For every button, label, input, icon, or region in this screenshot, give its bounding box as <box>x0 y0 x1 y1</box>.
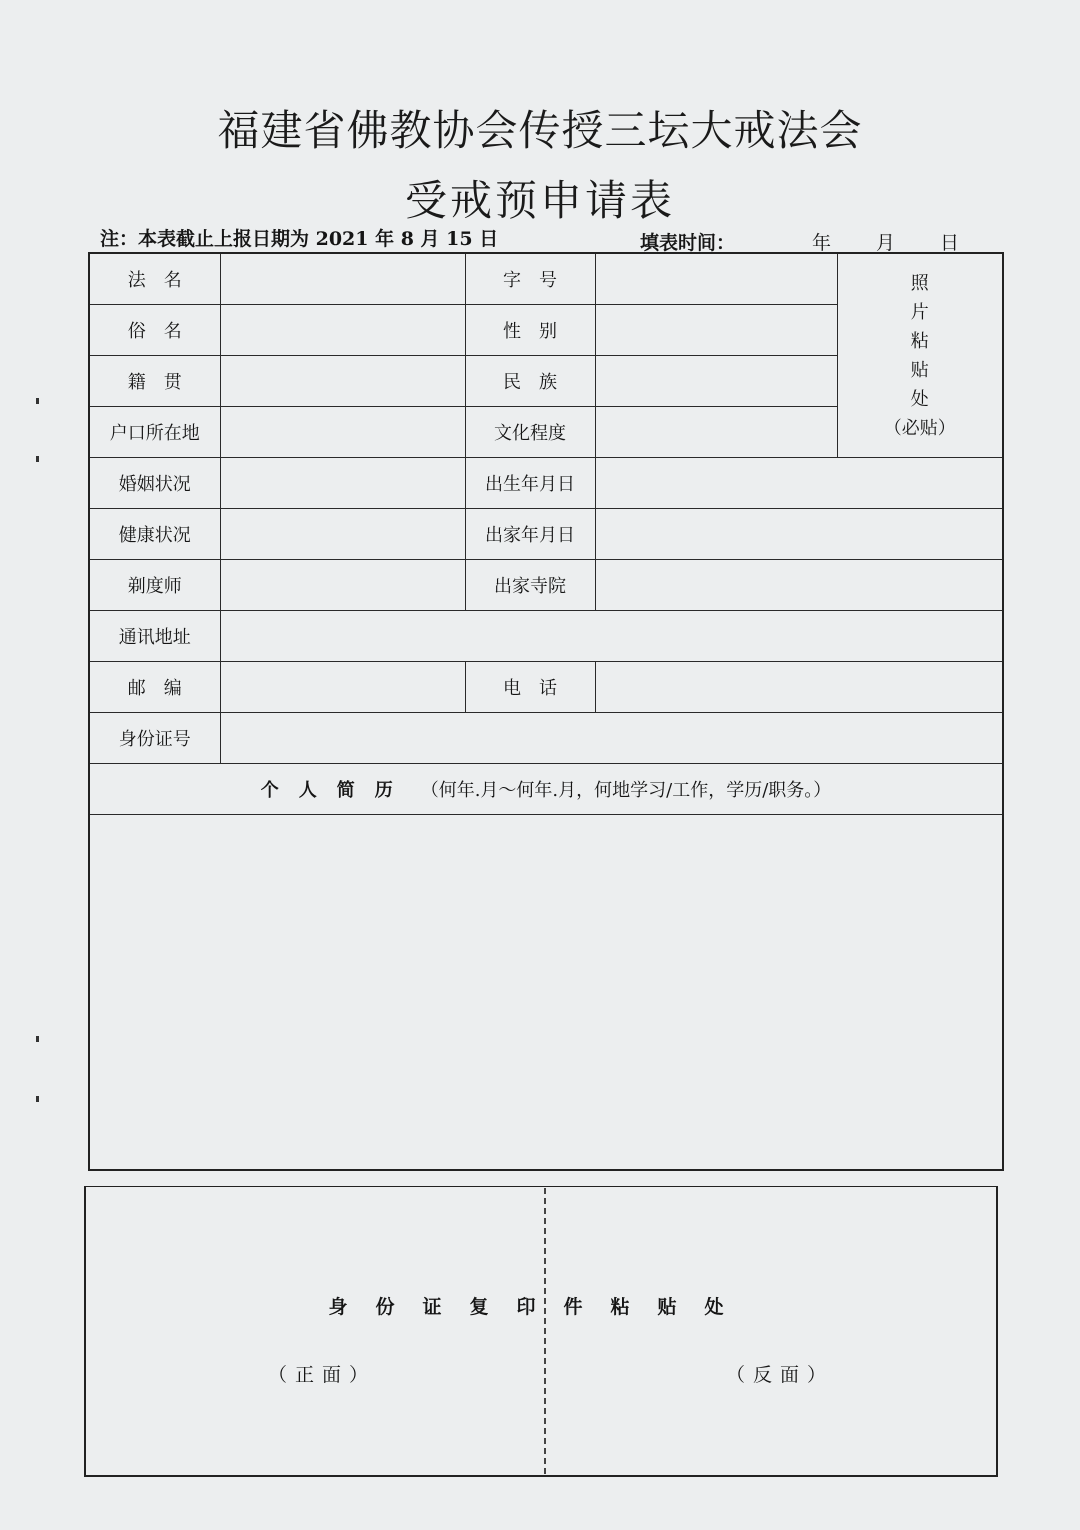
health-status-field[interactable] <box>220 509 465 560</box>
household-label: 户口所在地 <box>89 407 220 458</box>
id-number-field[interactable] <box>220 713 1003 764</box>
education-field[interactable] <box>595 407 837 458</box>
binding-hole-mark <box>36 1096 39 1102</box>
resume-field[interactable] <box>89 815 1003 1171</box>
phone-field[interactable] <box>595 662 1003 713</box>
lay-name-label: 俗 名 <box>89 305 220 356</box>
fill-day-label: 日 <box>940 232 960 254</box>
photo-char-3: 粘 <box>910 330 929 352</box>
health-status-label: 健康状况 <box>89 509 220 560</box>
marital-status-field[interactable] <box>220 458 465 509</box>
id-copy-paste-area[interactable] <box>84 1186 998 1477</box>
mailing-address-label: 通讯地址 <box>89 611 220 662</box>
binding-hole-mark <box>36 456 39 462</box>
resume-hint: （何年.月～何年.月，何地学习/工作，学历/职务。） <box>420 780 832 801</box>
native-place-label: 籍 贯 <box>89 356 220 407</box>
lay-name-field[interactable] <box>220 305 465 356</box>
birth-date-field[interactable] <box>595 458 1003 509</box>
ethnicity-field[interactable] <box>595 356 837 407</box>
gender-label: 性 别 <box>465 305 595 356</box>
id-back-label: （反面） <box>726 1364 835 1386</box>
tonsure-master-field[interactable] <box>220 560 465 611</box>
photo-required-note: （必贴） <box>883 417 956 439</box>
phone-label: 电 话 <box>465 662 595 713</box>
resume-header <box>89 764 1003 815</box>
ordination-date-field[interactable] <box>595 509 1003 560</box>
binding-hole-mark <box>36 1036 39 1042</box>
fill-year-label: 年 <box>812 232 832 254</box>
postal-code-label: 邮 编 <box>89 662 220 713</box>
id-copy-label: 身份证复印件粘贴处 <box>328 1296 752 1318</box>
home-temple-field[interactable] <box>595 560 1003 611</box>
fill-time-label: 填表时间： <box>640 232 736 254</box>
education-label: 文化程度 <box>465 407 595 458</box>
dharma-name-label: 法 名 <box>89 253 220 305</box>
ordination-date-label: 出家年月日 <box>465 509 595 560</box>
gender-field[interactable] <box>595 305 837 356</box>
application-form-table <box>88 252 1004 1171</box>
household-field[interactable] <box>220 407 465 458</box>
ethnicity-label: 民 族 <box>465 356 595 407</box>
dharma-name-field[interactable] <box>220 253 465 305</box>
courtesy-name-label: 字 号 <box>465 253 595 305</box>
fill-month-label: 月 <box>876 232 896 254</box>
birth-date-label: 出生年月日 <box>465 458 595 509</box>
native-place-field[interactable] <box>220 356 465 407</box>
binding-hole-mark <box>36 398 39 404</box>
mailing-address-field[interactable] <box>220 611 1003 662</box>
id-number-label: 身份证号 <box>89 713 220 764</box>
photo-char-2: 片 <box>910 301 929 323</box>
deadline-note: 注：本表截止上报日期为 2021 年 8 月 15 日 <box>100 228 499 250</box>
tonsure-master-label: 剃度师 <box>89 560 220 611</box>
courtesy-name-field[interactable] <box>595 253 837 305</box>
postal-code-field[interactable] <box>220 662 465 713</box>
home-temple-label: 出家寺院 <box>465 560 595 611</box>
resume-label: 个人简历 <box>260 780 413 801</box>
form-subtitle: 受戒预申请表 <box>404 176 675 225</box>
photo-paste-area[interactable] <box>837 253 1003 458</box>
photo-char-1: 照 <box>910 272 929 294</box>
photo-char-5: 处 <box>910 388 929 410</box>
marital-status-label: 婚姻状况 <box>89 458 220 509</box>
id-copy-divider <box>544 1188 546 1474</box>
id-front-label: （正面） <box>268 1364 377 1386</box>
photo-char-4: 贴 <box>910 359 929 381</box>
form-title: 福建省佛教协会传授三坛大戒法会 <box>217 106 863 155</box>
